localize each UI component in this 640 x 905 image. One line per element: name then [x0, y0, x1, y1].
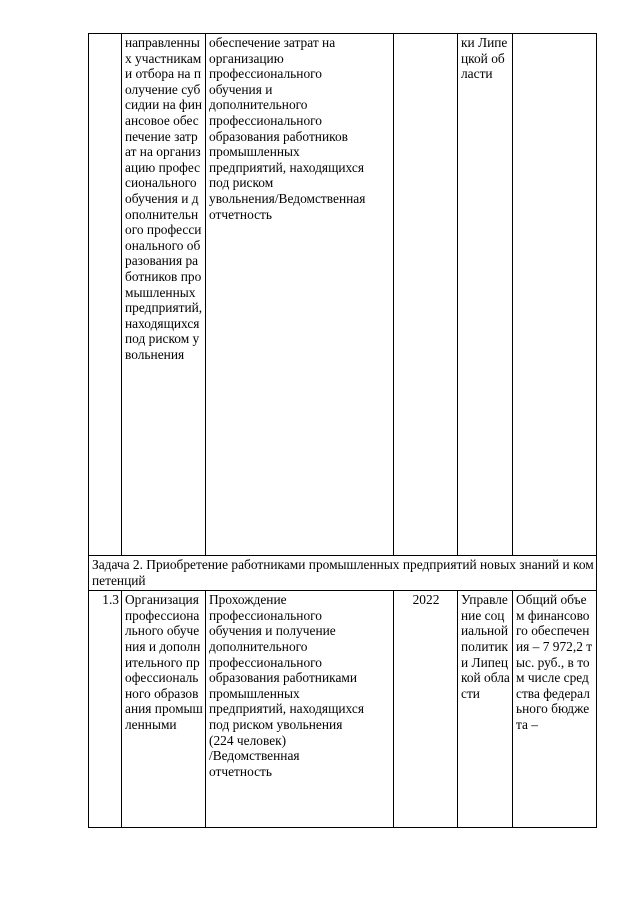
row-number-cell: [89, 34, 122, 556]
table-row: [89, 34, 597, 556]
executor-cell: ки Липецкой области: [458, 34, 513, 556]
program-table: [88, 33, 597, 828]
task-row: [89, 556, 597, 591]
funding-cell: [513, 34, 597, 556]
result-cell: обеспечение затрат на организацию профессионального обучения и дополнительного профессионального образования работников промышленных предприятий, находящихся под риском увольнения/Ведомственная отчетность: [206, 34, 394, 556]
activity-name-cell: направленных участникам и отбора на получение субсидии на финансовое обеспечение затрат на организацию профессионального обучения и дополнительного профессионального образования работников промышленных предприятий, находящихся под риском увольнения: [122, 34, 206, 556]
task-heading: Задача 2. Приобретение работниками промышленных предприятий новых знаний и компетенций: [89, 556, 597, 591]
result-cell: Прохождение профессионального обучения и получение дополнительного профессионального образования работниками промышленных предприятий, находящихся под риском увольнения (224 человек) /Ведомственная отчетность: [206, 591, 394, 828]
funding-cell: Общий объем финансового обеспечения – 7 972,2 тыс. руб., в том числе средства федерального бюджета –: [513, 591, 597, 828]
table-row: [89, 591, 597, 828]
year-cell: 2022: [394, 591, 458, 828]
year-cell: [394, 34, 458, 556]
activity-name-cell: Организация профессионального обучения и дополнительного профессионального образования промышленными: [122, 591, 206, 828]
row-number-cell: 1.3: [89, 591, 122, 828]
executor-cell: Управление социальной политики Липецкой области: [458, 591, 513, 828]
